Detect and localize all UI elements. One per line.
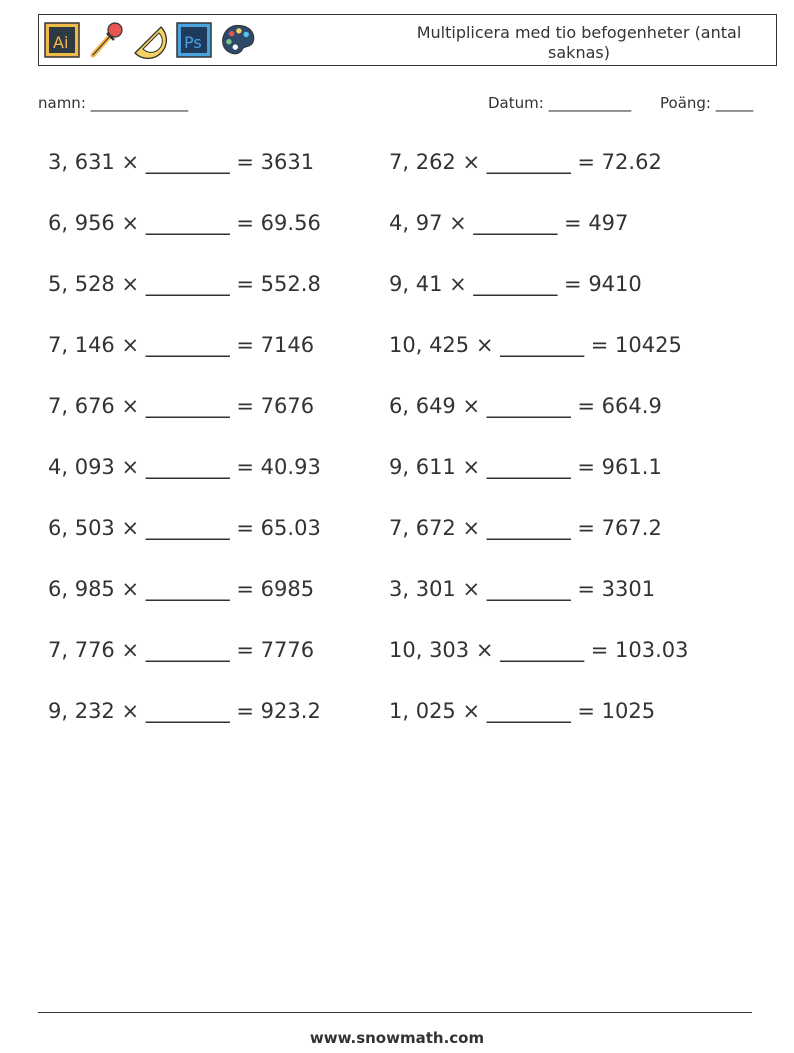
problem-right-7: 7, 672 × ________ = 767.2 — [389, 516, 662, 540]
problem-left-10: 9, 232 × ________ = 923.2 — [48, 699, 321, 723]
worksheet-header — [38, 14, 777, 66]
problem-left-2: 6, 956 × ________ = 69.56 — [48, 211, 321, 235]
color-picker-icon — [87, 19, 125, 59]
worksheet-title: Multiplicera med tio befogenheter (antal saknas) — [416, 23, 742, 62]
problem-left-6: 4, 093 × ________ = 40.93 — [48, 455, 321, 479]
problem-right-10: 1, 025 × ________ = 1025 — [389, 699, 656, 723]
problem-left-5: 7, 676 × ________ = 7676 — [48, 394, 315, 418]
problem-left-1: 3, 631 × ________ = 3631 — [48, 150, 315, 174]
problem-right-3: 9, 41 × ________ = 9410 — [389, 272, 642, 296]
name-field: namn: _____________ — [38, 94, 189, 112]
score-field: Poäng: _____ — [660, 94, 754, 112]
problem-left-3: 5, 528 × ________ = 552.8 — [48, 272, 321, 296]
svg-text:Ai: Ai — [53, 33, 69, 52]
footer-url: www.snowmath.com — [309, 1029, 485, 1047]
illustrator-icon — [43, 19, 81, 59]
problem-right-8: 3, 301 × ________ = 3301 — [389, 577, 656, 601]
palette-icon — [219, 19, 257, 59]
svg-text:Ps: Ps — [184, 33, 202, 52]
problem-left-7: 6, 503 × ________ = 65.03 — [48, 516, 321, 540]
problem-left-9: 7, 776 × ________ = 7776 — [48, 638, 315, 662]
photoshop-icon — [175, 19, 213, 59]
problem-right-4: 10, 425 × ________ = 10425 — [389, 333, 682, 357]
icon-strip — [43, 19, 257, 59]
problem-right-2: 4, 97 × ________ = 497 — [389, 211, 629, 235]
problem-left-4: 7, 146 × ________ = 7146 — [48, 333, 315, 357]
problem-right-6: 9, 611 × ________ = 961.1 — [389, 455, 662, 479]
footer-divider — [38, 1012, 752, 1013]
protractor-icon — [131, 19, 169, 59]
problem-right-9: 10, 303 × ________ = 103.03 — [389, 638, 689, 662]
date-field: Datum: ___________ — [488, 94, 632, 112]
problem-right-1: 7, 262 × ________ = 72.62 — [389, 150, 662, 174]
problem-left-8: 6, 985 × ________ = 6985 — [48, 577, 315, 601]
problem-right-5: 6, 649 × ________ = 664.9 — [389, 394, 662, 418]
